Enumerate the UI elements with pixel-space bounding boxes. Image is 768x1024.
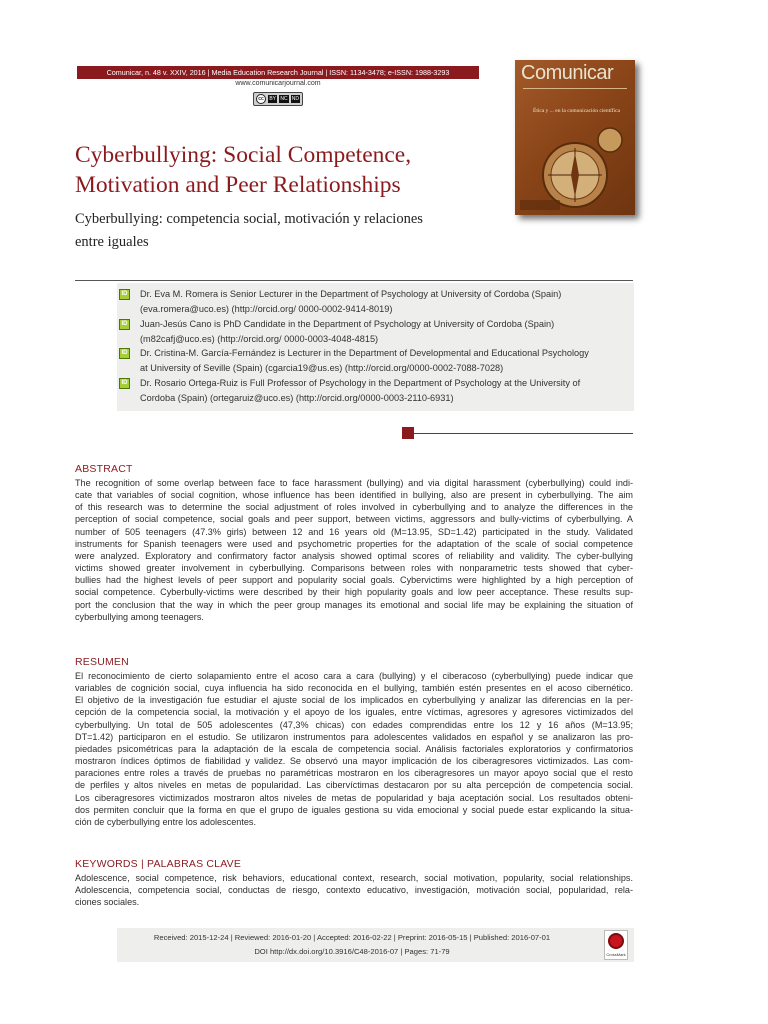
text-line: paraciones entre roles a través de pruebas no paramétricas mostraron en los ciberagresores un mayor apoyo social que el resto: [75, 768, 633, 779]
journal-cover-image: [515, 60, 635, 215]
cover-logo: Comunicar: [521, 62, 614, 84]
abstract-body: [75, 477, 633, 623]
author-line: Dr. Eva M. Romera is Senior Lecturer in the Department of Psychology at University of Cordoba (Spain): [140, 289, 562, 299]
text-line: mostraron índices óptimos de fiabilidad y validez. Se observó una mayor implicación de los ciberagresores victimizados. Las com-: [75, 756, 633, 767]
text-line: number of 505 teenagers (47.3% girls) between 12 and 16 years old (M=13.95, SD=1.42) participated in the study. Validated: [75, 526, 633, 537]
publication-info-panel: [117, 928, 634, 962]
text-line: victims showed greater involvement in cyberbullying. Comparisons between roles with nonparametric tests showed that cyber-: [75, 563, 633, 574]
authors-panel: [117, 283, 634, 411]
keywords-heading: KEYWORDS | PALABRAS CLAVE: [75, 858, 242, 870]
cover-title-text: Ética y ... en la comunicación científica: [533, 108, 620, 114]
text-line: cyberbullying among teenagers.: [75, 611, 204, 622]
orcid-icon[interactable]: ID: [119, 378, 130, 389]
text-line: variables de cognición social, cuya influencia ha sido reconocida en el bullying, también estén presentes en el acoso cibernético.: [75, 683, 633, 694]
text-line: El reconocimiento de cierto solapamiento entre el acoso cara a cara (bullying) y el ciberacoso (cyberbullying) puede indicar que: [75, 671, 633, 681]
section-divider: [405, 433, 633, 434]
author-item: [121, 346, 626, 375]
author-line: Juan-Jesús Cano is PhD Candidate in the Department of Psychology at University of Cordoba (Spain): [140, 319, 555, 329]
text-line: The recognition of some overlap between face to face harassment (bullying) and via digital harassment (cyberbullying) could indi-: [75, 478, 633, 488]
text-line: Los ciberagresores victimizados mostraron altos niveles de metas de popularidad y baja aceptación social. Los resultados obteni-: [75, 792, 633, 803]
text-line: Adolescencia, competencia social, conductas de riesgo, contexto educativo, investigación, motivación social, popularidad, rela-: [75, 885, 633, 896]
compass-illustration-icon: [515, 120, 635, 215]
subtitle-line-2: entre iguales: [75, 234, 149, 250]
text-line: dos permiten concluir que la forma en que el grupo de iguales gestiona su vida emocional y social puede estar explicando la situa-: [75, 804, 633, 815]
title-line-1: Cyberbullying: Social Competence,: [75, 142, 412, 168]
page-subtitle: [75, 208, 495, 254]
text-line: instruments for Spanish teenagers were used and psychometric properties for the adaptation of the scale of social competence: [75, 538, 633, 549]
doi-link[interactable]: DOI http://dx.doi.org/10.3916/C48-2016-07 | Pages: 71-79: [254, 947, 450, 956]
publication-dates: Received: 2015-12-24 | Reviewed: 2016-01-20 | Accepted: 2016-02-22 | Preprint: 2016-05-15 | Published: 2016-07-01: [153, 933, 551, 942]
orcid-icon[interactable]: ID: [119, 289, 130, 300]
text-line: cate that variables of social cognition, whose influence has been identified in bullying, also are present in cyberbullying. The aim: [75, 490, 633, 501]
author-line: Dr. Rosario Ortega-Ruiz is Full Professor of Psychology in the Department of Psychology at the University of: [140, 378, 581, 388]
text-line: were analyzed. Exploratory and confirmatory factor analysis showed optimal scores of reliability and validity. The cyber-bullying: [75, 550, 633, 561]
text-line: ciones sociales.: [75, 897, 140, 908]
cc-by-label: BY: [269, 96, 276, 102]
subtitle-line-1: Cyberbullying: competencia social, motivación y relaciones: [75, 211, 423, 227]
text-line: ción de cyberbullying entre los adolescentes.: [75, 816, 256, 827]
text-line: Adolescence, social competence, risk behaviors, educational context, research, social motivation, popularity, social relationships.: [75, 873, 633, 883]
author-item: [121, 376, 626, 405]
abstract-heading: ABSTRACT: [75, 463, 133, 475]
crossmark-label: CrossMark: [606, 952, 626, 957]
text-line: perception of social competence, social goals and peer support, between victims, aggressors and bully-victims of cyberbullying. A: [75, 514, 633, 525]
creative-commons-license-icon[interactable]: [253, 92, 303, 106]
crossmark-icon[interactable]: [604, 930, 628, 960]
cover-divider: [523, 88, 627, 89]
keywords-body: [75, 872, 633, 908]
author-line: (m82cafj@uco.es) (http://orcid.org/ 0000-0003-4048-4815): [140, 333, 379, 344]
text-line: social competence. Cyberbully-victims were described by their high popularity goals and low peer acceptance. These results sup-: [75, 587, 633, 598]
author-line: Cordoba (Spain) (ortegaruiz@uco.es) (http://orcid.org/0000-0003-2110-6931): [140, 392, 454, 403]
text-line: de perfiles y altos niveles en metas de popularidad. Las cibervíctimas destacaron por su alta percepción de competencia social.: [75, 780, 633, 791]
text-line: cyberbullying. Un total de 505 adolescentes (47,3% chicas) con edades comprendidas entre los 12 y 16 años (M=13.95;: [75, 719, 633, 730]
author-item: [121, 317, 626, 346]
orcid-icon[interactable]: ID: [119, 348, 130, 359]
author-line: Dr. Cristina-M. García-Fernández is Lecturer in the Department of Developmental and Educational Psychology: [140, 348, 589, 358]
title-line-2: Motivation and Peer Relationships: [75, 172, 401, 198]
text-line: bullies had the highest levels of peer support and popularity social goals. Cybervictims were highlighted by a high perception of: [75, 575, 633, 586]
text-line: piedades psicométricas para la adaptación de la escala de competencia social. Análisis factoriales exploratorios y confirmatorios: [75, 743, 633, 754]
journal-website[interactable]: www.comunicarjournal.com: [235, 80, 321, 87]
text-line: port the conclusion that the way in which the peer group manages its emotional and social life may be explaining the situation of: [75, 599, 633, 610]
crossmark-circle-icon: [608, 933, 624, 949]
author-item: [121, 287, 626, 316]
text-line: of this research was to determine the social adjustment of roles involved in cyberbullying and to analyze the differences in the: [75, 502, 633, 513]
orcid-icon[interactable]: ID: [119, 319, 130, 330]
cc-logo-icon: cc: [256, 94, 266, 104]
text-line: El objetivo de la investigación fue estudiar el ajuste social de los implicados en cyberbullying y analizar las diferencias en la per-: [75, 695, 633, 706]
page-title: [75, 140, 495, 200]
journal-info-bar: Comunicar, n. 48 v. XXIV, 2016 | Media Education Research Journal | ISSN: 1134-3478; e-ISSN: 1988-3293: [77, 66, 479, 79]
cc-nc-label: NC: [280, 96, 288, 102]
top-rule: [75, 280, 633, 281]
cc-nd-label: ND: [291, 96, 299, 102]
text-line: DT=1.42) participaron en el estudio. Se utilizaron instrumentos para adolescentes validados en español y se analizaron las pro-: [75, 731, 633, 742]
divider-square-icon: [402, 427, 414, 439]
text-line: cepción de la competencia social, la motivación y el apoyo de los iguales, entre víctimas, agresores y agresores victimizados del: [75, 707, 633, 718]
author-line: at University of Seville (Spain) (cgarcia19@us.es) (http://orcid.org/0000-0002-7088-7028): [140, 362, 504, 373]
resumen-heading: RESUMEN: [75, 656, 129, 668]
author-line: (eva.romera@uco.es) (http://orcid.org/ 0000-0002-9414-8019): [140, 303, 393, 314]
resumen-body: [75, 670, 633, 828]
